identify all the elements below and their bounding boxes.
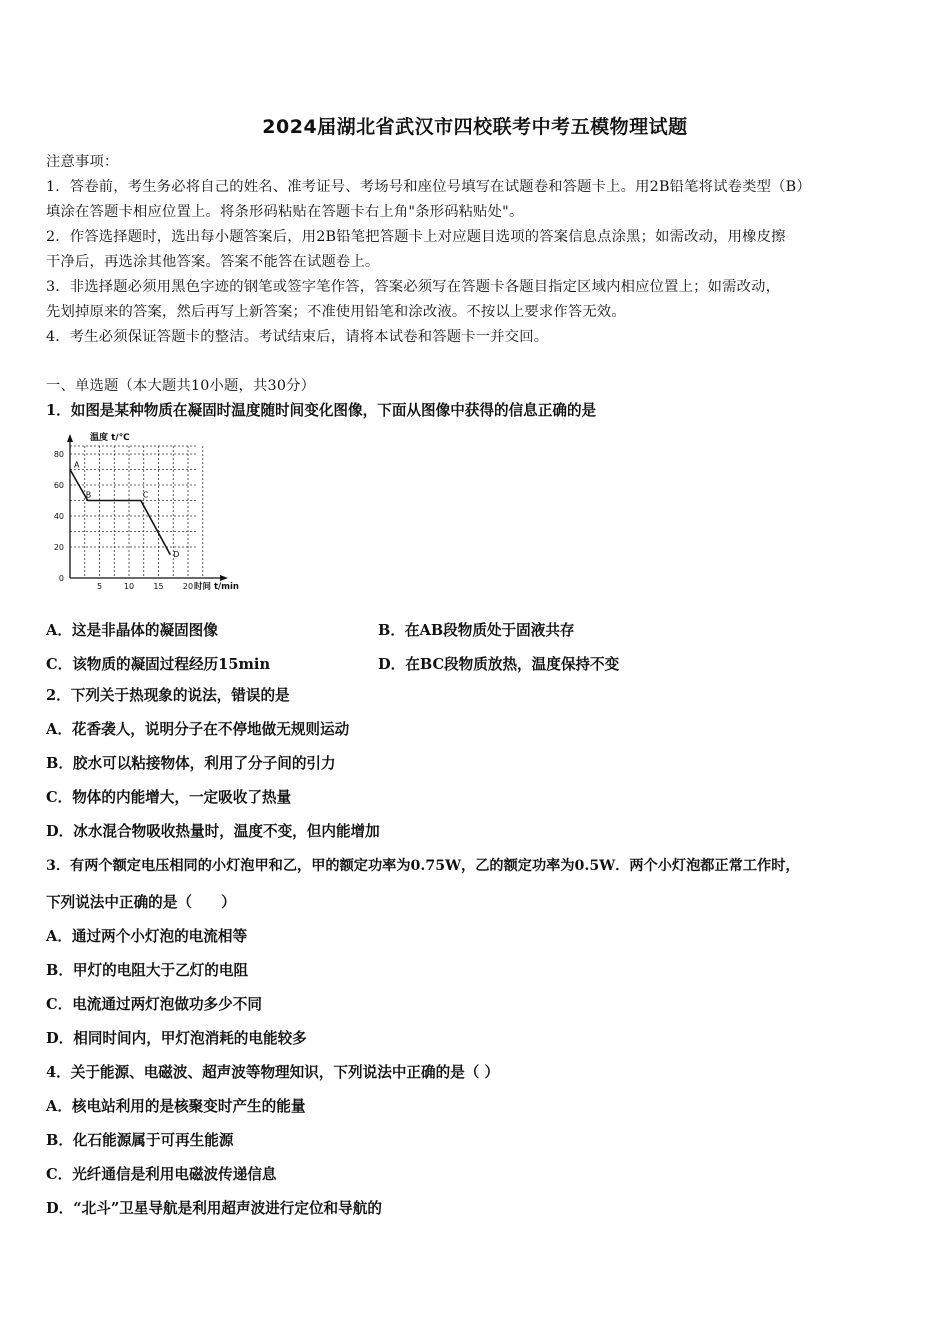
chart-x-tick-label: 20 bbox=[182, 582, 194, 591]
question-3-option-c: C．电流通过两灯泡做功多少不同 bbox=[46, 996, 262, 1013]
question-1-option-a: A．这是非晶体的凝固图像 bbox=[46, 622, 218, 639]
question-4-option-a: A．核电站利用的是核聚变时产生的能量 bbox=[46, 1098, 306, 1115]
question-3-stem: 3．有两个额定电压相同的小灯泡甲和乙，甲的额定功率为0.75W，乙的额定功率为0.5W．两个小灯泡都正常工作时， bbox=[46, 858, 800, 874]
question-4-option-b: B．化石能源属于可再生能源 bbox=[46, 1132, 234, 1149]
chart-y-tick-label: 20 bbox=[53, 543, 64, 552]
notice-line: 3．非选择题必须用黑色字迹的钢笔或签字笔作答，答案必须写在答题卡各题目指定区域内相应位置上；如需改动， bbox=[46, 279, 781, 295]
question-1-option-b: B．在AB段物质处于固液共存 bbox=[378, 622, 575, 639]
chart-x-axis-arrow bbox=[220, 575, 228, 581]
question-3-stem-continued: 下列说法中正确的是（ ） bbox=[46, 894, 236, 911]
question-3-option-d: D．相同时间内，甲灯泡消耗的电能较多 bbox=[46, 1030, 307, 1047]
question-3-option-b: B．甲灯的电阻大于乙灯的电阻 bbox=[46, 962, 249, 979]
chart-x-axis-label: 时间 t/min bbox=[194, 582, 239, 592]
chart-point-label: D bbox=[173, 549, 180, 559]
question-2-stem: 2．下列关于热现象的说法，错误的是 bbox=[46, 687, 290, 704]
chart-point-label: C bbox=[142, 490, 149, 500]
chart-x-tick-label: 15 bbox=[153, 582, 164, 591]
chart-y-tick-label: 40 bbox=[53, 512, 64, 521]
notice-line: 填涂在答题卡相应位置上。将条形码粘贴在答题卡右上角"条形码粘贴处"。 bbox=[46, 204, 524, 220]
temperature-time-chart bbox=[44, 428, 239, 600]
question-2-option-a: A．花香袭人，说明分子在不停地做无规则运动 bbox=[46, 721, 350, 738]
chart-y-axis-arrow bbox=[67, 434, 73, 442]
notice-heading: 注意事项： bbox=[46, 154, 119, 170]
notice-line: 先划掉原来的答案，然后再写上新答案；不准使用铅笔和涂改液。不按以上要求作答无效。 bbox=[46, 304, 626, 320]
question-4-option-c: C．光纤通信是利用电磁波传递信息 bbox=[46, 1166, 277, 1183]
notice-line: 4．考生必须保证答题卡的整洁。考试结束后，请将本试卷和答题卡一并交回。 bbox=[46, 329, 549, 345]
chart-y-tick-label: 80 bbox=[53, 450, 64, 459]
question-2-option-b: B．胶水可以粘接物体，利用了分子间的引力 bbox=[46, 755, 336, 772]
question-2-option-c: C．物体的内能增大，一定吸收了热量 bbox=[46, 789, 292, 806]
question-2-option-d: D．冰水混合物吸收热量时，温度不变，但内能增加 bbox=[46, 823, 380, 840]
question-1-stem: 1．如图是某种物质在凝固时温度随时间变化图像，下面从图像中获得的信息正确的是 bbox=[46, 402, 597, 419]
question-4-stem: 4．关于能源、电磁波、超声波等物理知识，下列说法中正确的是（ ） bbox=[46, 1064, 500, 1081]
chart-x-tick-label: 10 bbox=[123, 582, 135, 591]
section-heading: 一、单选题（本大题共10小题，共30分） bbox=[46, 378, 316, 394]
chart-y-tick-label: 0 bbox=[58, 574, 64, 583]
chart-y-axis-label: 温度 t/℃ bbox=[90, 433, 130, 443]
question-4-option-d: D．“北斗”卫星导航是利用超声波进行定位和导航的 bbox=[46, 1200, 382, 1217]
question-1-option-c: C．该物质的凝固过程经历15min bbox=[46, 656, 271, 673]
chart-y-tick-label: 60 bbox=[53, 481, 64, 490]
notice-line: 2．作答选择题时，选出每小题答案后，用2B铅笔把答题卡上对应题目选项的答案信息点涂黑；如需改动，用橡皮擦 bbox=[46, 229, 786, 245]
notice-line: 1．答卷前，考生务必将自己的姓名、准考证号、考场号和座位号填写在试题卷和答题卡上。用2B铅笔将试卷类型（B） bbox=[46, 179, 811, 195]
question-3-option-a: A．通过两个小灯泡的电流相等 bbox=[46, 928, 248, 945]
page-title: 2024届湖北省武汉市四校联考中考五模物理试题 bbox=[262, 116, 688, 138]
chart-x-tick-label: 5 bbox=[96, 582, 103, 591]
chart-point-label: B bbox=[85, 490, 92, 500]
chart-point-label: A bbox=[74, 460, 80, 470]
notice-line: 干净后，再选涂其他答案。答案不能答在试题卷上。 bbox=[46, 254, 380, 270]
question-1-option-d: D．在BC段物质放热，温度保持不变 bbox=[378, 656, 620, 673]
